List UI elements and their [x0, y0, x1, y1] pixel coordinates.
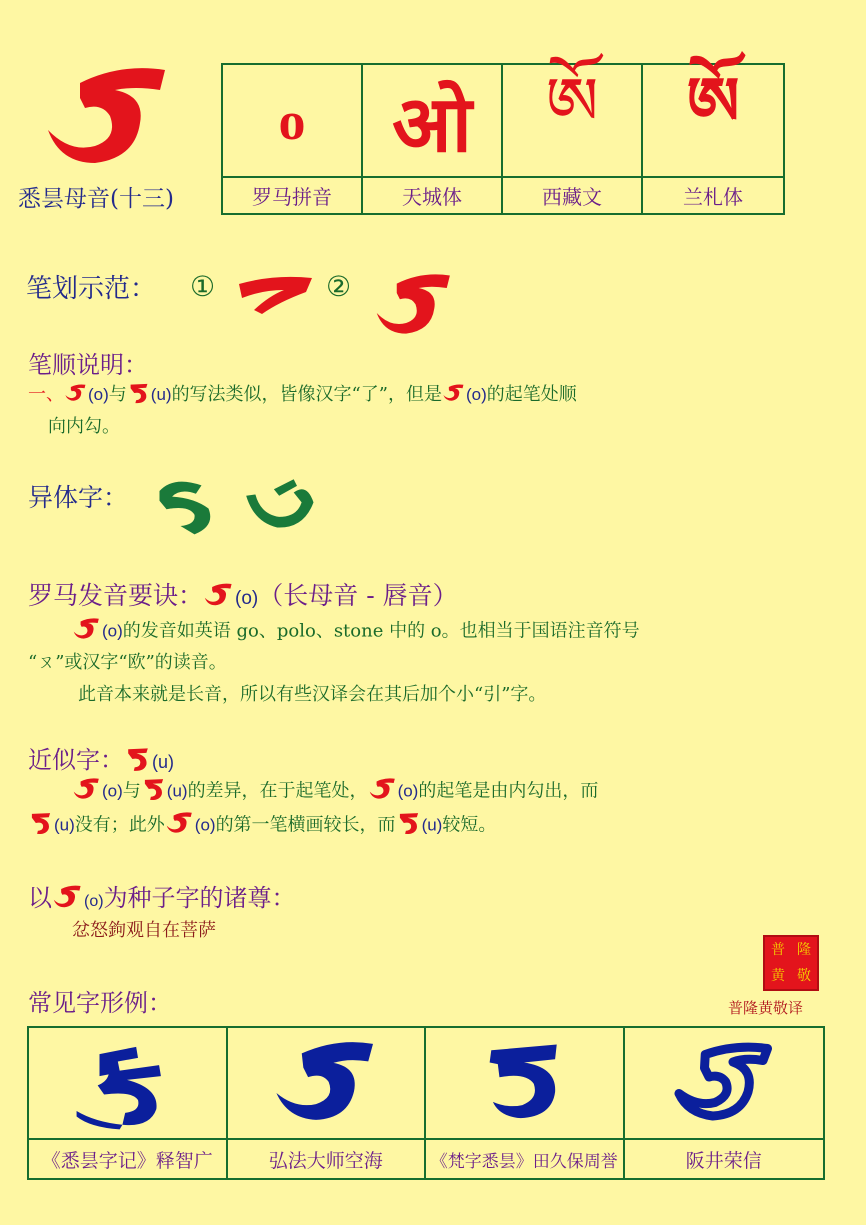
seal-char: 敬 [797, 968, 811, 984]
example-cell [228, 1028, 427, 1140]
siddham-u-icon [28, 810, 54, 841]
o-roman: (o) [235, 588, 259, 609]
stroke-2-icon [368, 268, 463, 343]
stroke-order-line-1 [28, 380, 577, 410]
example-1-icon [72, 1036, 182, 1131]
devanagari-letter: ओ [392, 79, 472, 170]
siddham-u-icon [396, 810, 422, 841]
roman-letter: o [278, 90, 306, 151]
conj: 与 [108, 384, 127, 405]
variant-label: 异体字： [28, 483, 129, 512]
lanca-cell [643, 62, 783, 178]
example-label-cell [29, 1140, 228, 1178]
translator-caption: 普隆黄敬译 [728, 999, 804, 1017]
o-roman: (o) [102, 621, 123, 641]
pronunciation-type: （长母音 - 唇音） [258, 581, 458, 610]
o-roman: (o) [465, 385, 487, 404]
pronunciation-heading-text: 罗马发音要诀： [28, 581, 204, 610]
deities-list: 忿怒鉤观自在菩萨 [72, 920, 216, 941]
examples-heading: 常见字形例： [28, 989, 172, 1017]
u-roman: (u) [54, 815, 75, 835]
example-label-cell [625, 1140, 824, 1178]
similar-text: 没有；此外 [74, 814, 165, 836]
stroke-order-text: 的写法类似，皆像汉字“了”，但是 [171, 384, 442, 405]
siddham-o-large-icon [40, 58, 180, 178]
list-marker: 一、 [28, 384, 64, 405]
example-3-icon [474, 1038, 574, 1128]
o-roman: (o) [84, 893, 104, 910]
siddham-u-icon [124, 744, 152, 780]
stroke-order-tail: 的起笔处顺 [486, 384, 577, 405]
u-roman: (u) [150, 385, 172, 404]
step-1-marker: ① [190, 270, 216, 303]
example-label-3: 《梵字悉昙》田久保周誉 [430, 1151, 618, 1172]
page-title: 悉昙母音(十三) [18, 186, 174, 212]
siddham-o-icon [72, 616, 102, 647]
conj: 与 [122, 780, 141, 802]
lanca-letter: ཨོ [686, 62, 740, 140]
siddham-o-icon [64, 381, 88, 410]
roman-cell [223, 65, 363, 178]
translator-seal [763, 935, 819, 991]
o-roman: (o) [88, 385, 109, 404]
tibetan-cell [503, 62, 643, 178]
step-2-marker: ② [326, 270, 352, 303]
example-2-icon [268, 1036, 383, 1131]
label-devanagari: 天城体 [402, 185, 462, 209]
tibetan-letter: ཨོ [545, 62, 599, 140]
u-roman: (u) [166, 781, 188, 801]
siddham-o-icon [72, 776, 102, 807]
u-roman: (u) [421, 815, 443, 835]
example-cell [625, 1028, 824, 1140]
similar-text: 的起笔是由内勾出，而 [418, 780, 599, 802]
deities-suffix: 为种子字的诸尊： [103, 884, 296, 912]
similar-text: 的差异，在于起笔处， [187, 780, 368, 802]
label-tibetan: 西藏文 [542, 185, 602, 209]
siddham-o-icon [165, 810, 195, 841]
siddham-o-icon [442, 381, 466, 410]
pronunciation-line-3: 此音本来就是长音，所以有些汉译会在其后加个小“引”字。 [78, 684, 547, 705]
o-roman: (o) [194, 815, 216, 835]
label-cell [363, 178, 503, 213]
similar-line-2 [28, 810, 496, 841]
pronunciation-text: 的发音如英语 go、polo、stone 中的 o。也相当于国语注音符号 [122, 620, 640, 642]
variant-1-icon [150, 470, 225, 540]
similar-line-1 [72, 776, 598, 807]
label-cell [223, 178, 363, 213]
devanagari-cell [363, 65, 503, 178]
siddham-o-icon [203, 580, 235, 616]
stroke-order-heading: 笔顺说明： [28, 351, 148, 379]
example-4-icon [669, 1038, 779, 1128]
label-lanca: 兰札体 [683, 185, 743, 209]
example-label-cell [426, 1140, 625, 1178]
example-cell [426, 1028, 625, 1140]
stroke-demo-label: 笔划示范： [26, 274, 157, 304]
siddham-o-icon [52, 883, 84, 917]
deities-prefix: 以 [28, 884, 52, 912]
similar-heading-text: 近似字： [28, 746, 124, 774]
siddham-u-icon [141, 776, 167, 807]
siddham-u-icon [127, 381, 151, 410]
script-comparison-table [221, 63, 785, 215]
pronunciation-line-2: “ㄡ”或汉字“欧”的读音。 [28, 652, 227, 673]
o-roman: (o) [397, 781, 419, 801]
example-label-4: 阪井荣信 [685, 1149, 762, 1172]
pronunciation-line-1 [72, 616, 640, 647]
variant-2-icon [238, 476, 323, 542]
siddham-o-icon [368, 776, 398, 807]
similar-text: 的第一笔横画较长，而 [215, 814, 396, 836]
label-roman: 罗马拼音 [252, 185, 332, 209]
o-roman: (o) [102, 781, 123, 801]
examples-table [27, 1026, 825, 1180]
similar-heading [28, 740, 174, 780]
stroke-1-icon [234, 272, 314, 317]
label-cell [643, 178, 783, 213]
seal-char: 隆 [797, 942, 811, 958]
example-label-2: 弘法大师空海 [268, 1149, 383, 1172]
seal-char: 普 [771, 942, 785, 958]
example-label-1: 《悉昙字记》释智广 [41, 1149, 213, 1172]
stroke-order-line-2: 向内勾。 [48, 416, 120, 437]
example-cell [29, 1028, 228, 1140]
seal-char: 黄 [771, 968, 785, 984]
deities-heading [28, 878, 296, 917]
pronunciation-heading [28, 576, 458, 616]
u-roman: (u) [152, 752, 174, 772]
example-label-cell [228, 1140, 427, 1178]
label-cell [503, 178, 643, 213]
similar-text: 较短。 [442, 814, 497, 836]
